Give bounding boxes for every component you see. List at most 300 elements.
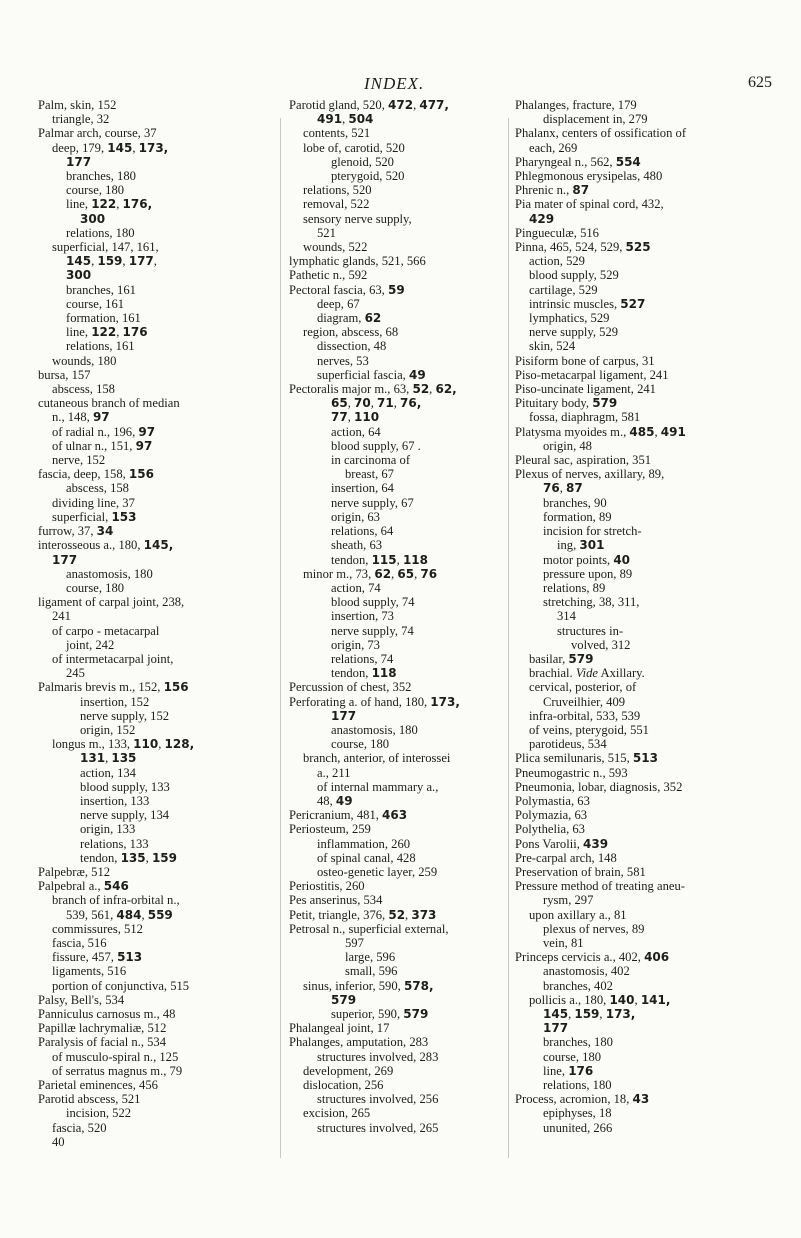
index-entry	[38, 893, 274, 907]
index-entry	[289, 567, 513, 581]
entry-text: origin, 63	[331, 509, 380, 524]
index-entry	[515, 922, 765, 936]
index-entry	[38, 481, 274, 495]
index-entry	[38, 567, 274, 581]
entry-text: deep, 179,	[52, 140, 108, 155]
page-ref-bold: 145	[107, 140, 133, 155]
index-entry	[38, 709, 274, 723]
index-entry	[289, 1021, 513, 1035]
index-entry	[515, 410, 765, 424]
entry-text: action, 134	[80, 765, 136, 780]
entry-text: cartilage, 529	[529, 282, 598, 297]
entry-text: ,	[396, 552, 403, 567]
entry-text: breast, 67	[345, 467, 394, 482]
entry-text: line,	[543, 1063, 569, 1078]
index-entry	[38, 595, 274, 609]
page-ref-bold: 153	[111, 509, 137, 524]
index-entry	[289, 1064, 513, 1078]
entry-text: Parotid gland, 520,	[289, 98, 388, 112]
entry-text: lymphatic glands, 521, 566	[289, 254, 426, 269]
index-entry	[289, 851, 513, 865]
entry-text: ,	[405, 907, 412, 922]
entry-text: Palpebral a.,	[38, 879, 104, 894]
entry-text: course, 180	[331, 737, 390, 752]
entry-text: tendon,	[80, 850, 121, 865]
index-entry	[38, 339, 274, 353]
index-entry	[38, 652, 274, 666]
page-ref-bold: 62,	[435, 382, 457, 397]
entry-text: relations, 180	[543, 1078, 612, 1093]
entry-text: pterygoid, 520	[331, 169, 405, 184]
entry-text: each, 269	[529, 140, 578, 155]
page-ref-bold: 554	[615, 154, 641, 169]
entry-text: Palsy, Bell's, 534	[38, 992, 125, 1007]
page-ref-bold: 173,	[138, 140, 169, 155]
entry-text: Polymastia, 63	[515, 793, 590, 808]
entry-text: Phlegmonous erysipelas, 480	[515, 169, 663, 184]
entry-text: branches, 402	[543, 978, 613, 993]
index-entry	[515, 624, 765, 638]
entry-text: Process, acromion, 18,	[515, 1092, 633, 1107]
index-entry	[289, 339, 513, 353]
page-ref-bold: 491	[660, 424, 686, 439]
entry-text: nerve supply, 152	[80, 708, 170, 723]
index-entry	[38, 922, 274, 936]
entry-text: superficial,	[52, 509, 112, 524]
index-entry	[38, 538, 274, 552]
index-entry	[515, 126, 765, 140]
page-ref-bold: 49	[335, 793, 353, 808]
entry-text: region, abscess, 68	[303, 325, 399, 340]
entry-text: line,	[66, 325, 92, 340]
entry-text: displacement in, 279	[543, 112, 648, 127]
index-entry	[289, 1050, 513, 1064]
index-entry	[515, 1007, 765, 1021]
entry-text: Axillary.	[598, 666, 645, 681]
index-entry	[515, 567, 765, 581]
index-entry	[289, 837, 513, 851]
entry-text: superficial fascia,	[317, 367, 409, 382]
index-entry	[515, 553, 765, 567]
entry-text: ,	[347, 410, 354, 425]
index-entry	[289, 538, 513, 552]
index-entry	[289, 822, 513, 836]
index-entry	[289, 808, 513, 822]
entry-text: line,	[66, 197, 92, 212]
entry-text: fascia, 516	[52, 935, 107, 950]
index-entry	[515, 595, 765, 609]
index-entry	[38, 666, 274, 680]
index-entry	[38, 680, 274, 694]
page-ref-bold: 122	[91, 197, 117, 212]
entry-text: ,	[414, 566, 421, 581]
entry-text: rysm, 297	[543, 893, 594, 908]
index-entry	[515, 1078, 765, 1092]
page-ref-bold: 406	[644, 950, 670, 965]
entry-text: structures involved, 265	[317, 1120, 439, 1135]
page-ref-bold: 76	[420, 566, 438, 581]
index-entry	[515, 311, 765, 325]
index-entry	[515, 183, 765, 197]
index-entry	[289, 354, 513, 368]
entry-text: cutaneous branch of median	[38, 396, 180, 411]
index-entry	[38, 950, 274, 964]
entry-text: ,	[132, 140, 139, 155]
entry-text: formation, 161	[66, 311, 141, 326]
index-entry	[515, 1050, 765, 1064]
page-ref-bold: 135	[111, 751, 137, 766]
index-entry	[515, 780, 765, 794]
entry-text: a., 211	[317, 765, 351, 780]
entry-text: branches, 180	[66, 169, 136, 184]
entry-text: Pathetic n., 592	[289, 268, 368, 283]
entry-text: Plica semilunaris, 515,	[515, 751, 633, 766]
entry-text: n., 148,	[52, 410, 93, 425]
index-entry	[38, 439, 274, 453]
index-entry	[289, 893, 513, 907]
index-entry	[515, 496, 765, 510]
page-ref-bold: 484	[116, 907, 142, 922]
page-ref-bold: 159	[151, 850, 177, 865]
entry-text: tendon,	[331, 552, 372, 567]
entry-text: fascia, deep, 158,	[38, 467, 129, 482]
entry-text: portion of conjunctiva, 515	[52, 978, 190, 993]
index-entry	[515, 268, 765, 282]
entry-text: ,	[141, 907, 148, 922]
index-entry	[38, 1135, 274, 1149]
index-entry	[289, 780, 513, 794]
page-ref-bold: 34	[96, 524, 114, 539]
index-entry	[38, 553, 274, 567]
index-entry	[38, 936, 274, 950]
page-number: 625	[748, 74, 772, 91]
index-entry	[515, 1035, 765, 1049]
entry-text: dissection, 48	[317, 339, 387, 354]
index-entry	[289, 595, 513, 609]
entry-text: ,	[122, 254, 129, 269]
index-entry	[515, 822, 765, 836]
entry-text: Parietal eminences, 456	[38, 1078, 158, 1093]
index-entry	[289, 865, 513, 879]
entry-text: Pleural sac, aspiration, 351	[515, 453, 652, 468]
entry-text: structures involved, 283	[317, 1049, 439, 1064]
entry-text: pressure upon, 89	[543, 566, 633, 581]
entry-text: small, 596	[345, 964, 398, 979]
entry-text: ,	[153, 254, 157, 269]
entry-text: branches, 180	[543, 1035, 613, 1050]
index-entry	[38, 908, 274, 922]
index-entry	[515, 339, 765, 353]
index-entry	[38, 1106, 274, 1120]
entry-text: ,	[393, 396, 400, 411]
entry-text: anastomosis, 180	[331, 722, 418, 737]
entry-text: ununited, 266	[543, 1120, 613, 1135]
page-ref-bold: 65	[397, 566, 415, 581]
page-ref-bold: 579	[403, 1007, 429, 1021]
index-entry	[515, 169, 765, 183]
index-entry	[38, 609, 274, 623]
entry-text: Cruveilhier, 409	[543, 694, 626, 709]
entry-text: ,	[654, 424, 661, 439]
entry-text: inflammation, 260	[317, 836, 411, 851]
entry-text: of ulnar n., 151,	[52, 438, 136, 453]
index-entry	[38, 524, 274, 538]
index-entry	[38, 311, 274, 325]
index-entry	[515, 141, 765, 155]
page-ref-bold: 141,	[640, 992, 671, 1007]
entry-text: Polythelia, 63	[515, 822, 585, 837]
page-ref-bold: 176	[568, 1063, 594, 1078]
page-ref-bold: 485	[629, 424, 655, 439]
page-ref-bold: 115	[371, 552, 397, 567]
index-entry	[515, 1021, 765, 1035]
index-entry	[38, 638, 274, 652]
index-entry	[289, 709, 513, 723]
index-entry	[515, 439, 765, 453]
entry-text: ,	[116, 325, 123, 340]
entry-text: Plexus of nerves, axillary, 89,	[515, 467, 665, 482]
index-entry	[289, 1078, 513, 1092]
column-divider	[280, 118, 281, 1158]
entry-text: Princeps cervicis a., 402,	[515, 950, 645, 965]
page-ref-bold: 131	[80, 751, 106, 766]
index-entry	[289, 425, 513, 439]
page-ref-bold: 65	[331, 396, 348, 411]
index-entry	[38, 183, 274, 197]
index-entry	[38, 1121, 274, 1135]
entry-text: motor points,	[543, 552, 614, 567]
index-entry	[38, 254, 274, 268]
entry-text: abscess, 158	[52, 382, 115, 397]
index-entry	[289, 297, 513, 311]
entry-text: Polymazia, 63	[515, 808, 588, 823]
index-entry	[289, 226, 513, 240]
index-entry	[289, 467, 513, 481]
index-entry	[515, 1121, 765, 1135]
index-entry	[515, 737, 765, 751]
entry-text: of veins, pterygoid, 551	[529, 722, 649, 737]
index-entry	[289, 751, 513, 765]
page-ref-bold: 43	[632, 1092, 650, 1107]
index-entry	[38, 837, 274, 851]
index-entry	[515, 538, 765, 552]
entry-text: plexus of nerves, 89	[543, 921, 645, 936]
entry-text: triangle, 32	[52, 112, 110, 127]
index-entry	[515, 751, 765, 765]
entry-text: 521	[317, 225, 336, 240]
page-ref-bold: 159	[97, 254, 123, 269]
entry-text: Pectoral fascia, 63,	[289, 282, 388, 297]
page-ref-bold: 118	[402, 552, 428, 567]
entry-text: Phrenic n.,	[515, 183, 573, 198]
page-ref-bold: 135	[120, 850, 146, 865]
index-entry	[38, 979, 274, 993]
entry-text: Pharyngeal n., 562,	[515, 154, 616, 169]
index-entry	[38, 822, 274, 836]
entry-text: diagram,	[317, 311, 365, 326]
entry-text: interosseous a., 180,	[38, 538, 144, 553]
entry-text: 539, 561,	[66, 907, 117, 922]
index-entry	[38, 1021, 274, 1035]
page-ref-bold: 122	[91, 325, 117, 340]
index-entry	[289, 737, 513, 751]
index-entry	[515, 979, 765, 993]
page-ref-bold: 97	[138, 424, 156, 439]
entry-text: insertion, 152	[80, 694, 150, 709]
index-entry	[515, 581, 765, 595]
index-entry	[289, 453, 513, 467]
entry-text: superior, 590,	[331, 1007, 404, 1021]
index-entry	[38, 695, 274, 709]
index-entry	[38, 1050, 274, 1064]
index-entry	[38, 737, 274, 751]
index-entry	[289, 382, 513, 396]
page-ref-bold: 579	[331, 992, 357, 1007]
entry-text: ,	[429, 382, 436, 397]
index-entry	[515, 155, 765, 169]
entry-text: commissures, 512	[52, 921, 143, 936]
entry-text: infra-orbital, 533, 539	[529, 708, 641, 723]
index-entry	[38, 780, 274, 794]
index-entry	[515, 794, 765, 808]
page-ref-bold: 559	[147, 907, 173, 922]
index-entry	[38, 126, 274, 140]
entry-text: action, 529	[529, 254, 585, 269]
entry-text: origin, 152	[80, 722, 136, 737]
entry-text: ligament of carpal joint, 238,	[38, 595, 185, 610]
entry-text: Periosteum, 259	[289, 822, 371, 837]
page-ref-bold: 62	[364, 311, 382, 326]
entry-text: removal, 522	[303, 197, 370, 212]
entry-text: Phalanges, fracture, 179	[515, 98, 637, 112]
page-ref-bold: 177	[543, 1021, 569, 1036]
index-entry	[515, 609, 765, 623]
entry-text: Perforating a. of hand, 180,	[289, 694, 431, 709]
entry-text: ,	[568, 1007, 575, 1021]
entry-text: branch of infra-orbital n.,	[52, 893, 180, 908]
index-entry	[38, 964, 274, 978]
index-entry	[515, 993, 765, 1007]
index-entry	[38, 467, 274, 481]
index-entry	[515, 368, 765, 382]
entry-text: upon axillary a., 81	[529, 907, 627, 922]
page-ref-bold: 156	[163, 680, 189, 695]
entry-text: contents, 521	[303, 126, 371, 141]
page-ref-bold: 173,	[605, 1007, 636, 1021]
index-entry	[38, 112, 274, 126]
index-entry	[38, 1078, 274, 1092]
index-entry	[289, 169, 513, 183]
index-entry	[38, 197, 274, 211]
page-ref-bold: 177	[52, 552, 78, 567]
entry-text: ,	[559, 481, 566, 496]
entry-text: Pingueculæ, 516	[515, 225, 599, 240]
running-title: INDEX.	[364, 74, 425, 93]
index-entry	[515, 325, 765, 339]
index-entry	[38, 141, 274, 155]
index-entry	[38, 98, 274, 112]
index-entry	[515, 354, 765, 368]
page-ref-bold: 145	[543, 1007, 569, 1021]
entry-text: cervical, posterior, of	[529, 680, 637, 695]
page-ref-bold: 439	[583, 836, 609, 851]
entry-text: Periostitis, 260	[289, 879, 365, 894]
index-entry	[289, 666, 513, 680]
entry-text: Piso-metacarpal ligament, 241	[515, 367, 669, 382]
entry-text: Pituitary body,	[515, 396, 593, 411]
page-ref-bold: 110	[133, 737, 159, 752]
page-ref-bold: 145,	[143, 538, 174, 553]
index-entry	[515, 936, 765, 950]
page-ref-bold: 527	[620, 296, 646, 311]
entry-text: Panniculus carnosus m., 48	[38, 1007, 176, 1021]
entry-text: ligaments, 516	[52, 964, 127, 979]
entry-text: nerve supply, 74	[331, 623, 414, 638]
entry-text: abscess, 158	[66, 481, 129, 496]
entry-text: Phalangeal joint, 17	[289, 1021, 390, 1036]
entry-text: nerves, 53	[317, 353, 369, 368]
page-ref-bold: 176	[122, 325, 148, 340]
index-entry	[289, 1121, 513, 1135]
index-entry	[515, 950, 765, 964]
entry-text: fissure, 457,	[52, 950, 118, 965]
index-entry	[515, 837, 765, 851]
entry-text: relations, 74	[331, 651, 394, 666]
index-entry	[289, 553, 513, 567]
index-entry	[515, 865, 765, 879]
index-entry	[515, 396, 765, 410]
entry-text: pollicis a., 180,	[529, 992, 610, 1007]
entry-text: Pneumogastric n., 593	[515, 765, 628, 780]
entry-text: course, 180	[66, 580, 125, 595]
entry-text: Petrosal n., superficial external,	[289, 921, 449, 936]
page-ref-bold: 173,	[430, 694, 460, 709]
entry-text: relations, 64	[331, 524, 394, 539]
index-entry	[38, 453, 274, 467]
entry-text: furrow, 37,	[38, 524, 97, 539]
index-entry	[289, 680, 513, 694]
entry-text: ,	[145, 850, 152, 865]
page-ref-bold: 49	[408, 367, 426, 382]
entry-text: Paralysis of facial n., 534	[38, 1035, 167, 1050]
index-entry	[289, 98, 513, 112]
entry-text: Pons Varolii,	[515, 836, 583, 851]
index-entry	[289, 638, 513, 652]
entry-text: sheath, 63	[331, 538, 383, 553]
index-entry	[515, 212, 765, 226]
entry-text: 48,	[317, 793, 336, 808]
index-entry	[289, 609, 513, 623]
index-entry	[38, 368, 274, 382]
entry-text: relations, 161	[66, 339, 135, 354]
page-ref-bold: 62	[374, 566, 392, 581]
entry-text: blood supply, 529	[529, 268, 619, 283]
index-entry	[515, 297, 765, 311]
entry-text: dislocation, 256	[303, 1078, 384, 1093]
entry-text: blood supply, 133	[80, 779, 170, 794]
index-entry	[289, 197, 513, 211]
entry-text: development, 269	[303, 1063, 394, 1078]
page-ref-bold: 525	[625, 240, 651, 255]
entry-text: Pectoralis major m., 63,	[289, 382, 413, 397]
index-entry	[515, 1092, 765, 1106]
index-entry	[38, 212, 274, 226]
index-entry	[515, 908, 765, 922]
entry-text: origin, 73	[331, 637, 380, 652]
entry-text: volved, 312	[571, 637, 631, 652]
index-entry	[289, 481, 513, 495]
entry-text: lobe of, carotid, 520	[303, 140, 405, 155]
